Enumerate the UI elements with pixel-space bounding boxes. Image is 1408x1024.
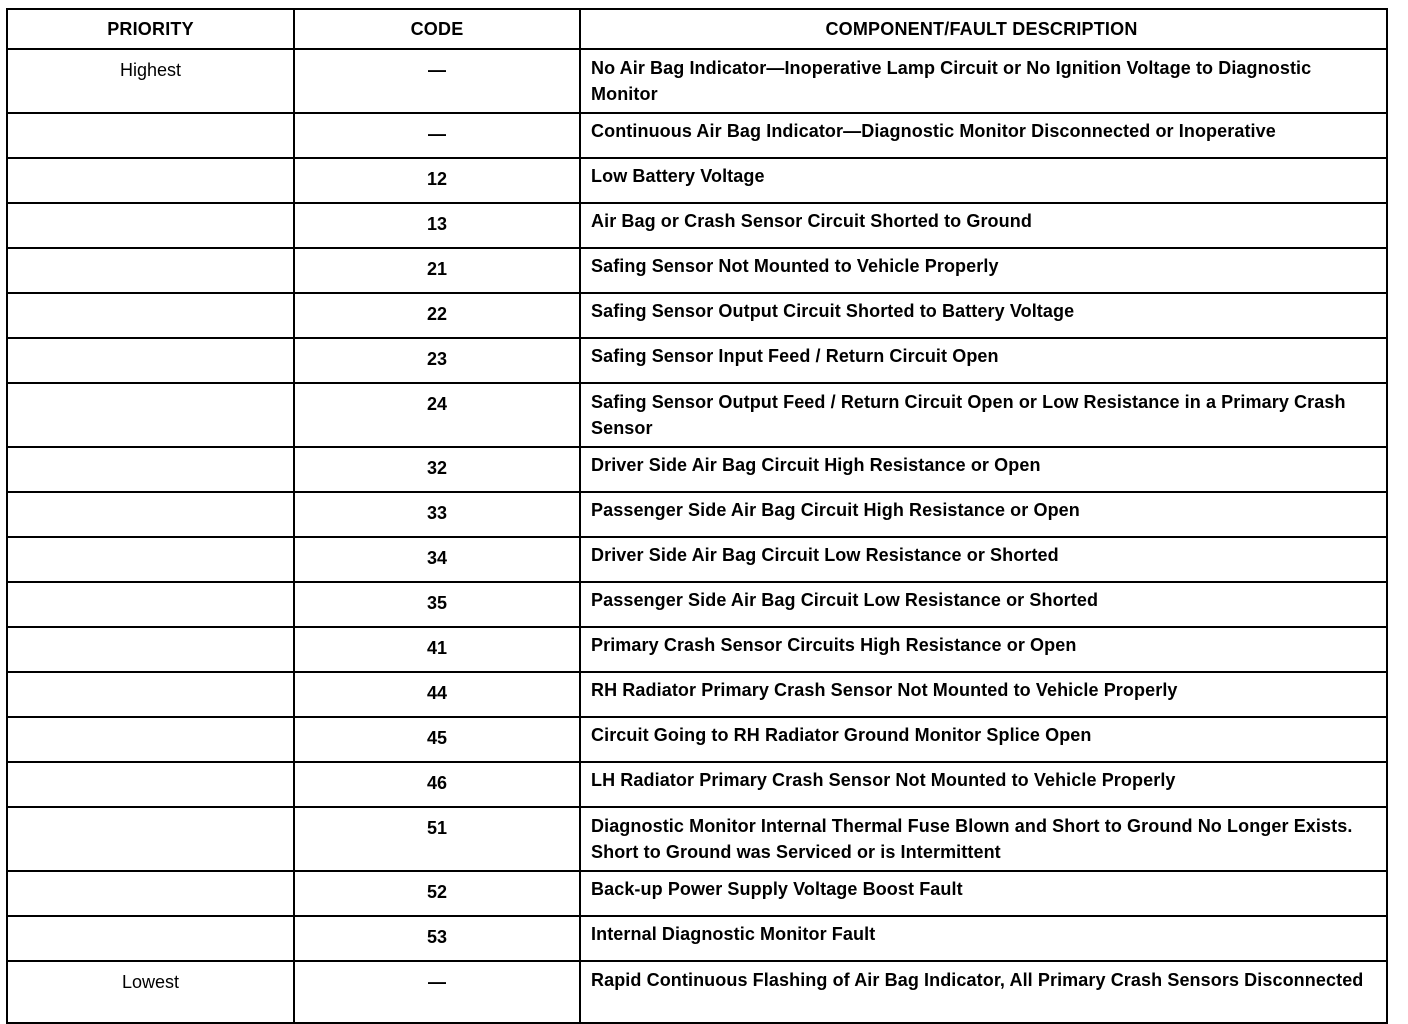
description-cell: Circuit Going to RH Radiator Ground Monitor Splice Open xyxy=(580,717,1387,762)
table-row xyxy=(7,871,1387,916)
fault-code-document xyxy=(6,8,1386,1024)
table-row xyxy=(7,582,1387,627)
description-cell: Passenger Side Air Bag Circuit High Resistance or Open xyxy=(580,492,1387,537)
code-cell: 13 xyxy=(294,203,580,248)
priority-cell xyxy=(7,447,294,492)
priority-column-header: PRIORITY xyxy=(7,9,294,49)
description-cell: RH Radiator Primary Crash Sensor Not Mounted to Vehicle Properly xyxy=(580,672,1387,717)
code-cell: 24 xyxy=(294,383,580,447)
table-row xyxy=(7,113,1387,158)
table-row xyxy=(7,49,1387,113)
description-cell: Back-up Power Supply Voltage Boost Fault xyxy=(580,871,1387,916)
priority-cell xyxy=(7,627,294,672)
priority-cell xyxy=(7,672,294,717)
description-cell: Diagnostic Monitor Internal Thermal Fuse Blown and Short to Ground No Longer Exists. Short to Ground was Serviced or is Intermittent xyxy=(580,807,1387,871)
priority-cell xyxy=(7,293,294,338)
table-row xyxy=(7,961,1387,1023)
code-cell: 46 xyxy=(294,762,580,807)
code-cell: 32 xyxy=(294,447,580,492)
description-cell: Continuous Air Bag Indicator—Diagnostic Monitor Disconnected or Inoperative xyxy=(580,113,1387,158)
priority-cell: Lowest xyxy=(7,961,294,1023)
table-row xyxy=(7,672,1387,717)
table-row xyxy=(7,916,1387,961)
description-cell: Driver Side Air Bag Circuit Low Resistance or Shorted xyxy=(580,537,1387,582)
table-row xyxy=(7,762,1387,807)
code-cell: 23 xyxy=(294,338,580,383)
priority-cell xyxy=(7,871,294,916)
priority-cell xyxy=(7,248,294,293)
description-cell: Driver Side Air Bag Circuit High Resistance or Open xyxy=(580,447,1387,492)
priority-cell xyxy=(7,916,294,961)
code-cell: — xyxy=(294,49,580,113)
priority-cell xyxy=(7,492,294,537)
priority-cell xyxy=(7,807,294,871)
priority-cell xyxy=(7,582,294,627)
fault-code-table xyxy=(6,8,1388,1024)
code-cell: 53 xyxy=(294,916,580,961)
description-cell: Safing Sensor Output Feed / Return Circuit Open or Low Resistance in a Primary Crash Sensor xyxy=(580,383,1387,447)
code-cell: 44 xyxy=(294,672,580,717)
table-row xyxy=(7,293,1387,338)
description-cell: Internal Diagnostic Monitor Fault xyxy=(580,916,1387,961)
table-header-row xyxy=(7,9,1387,49)
code-cell: 45 xyxy=(294,717,580,762)
code-cell: 22 xyxy=(294,293,580,338)
table-row xyxy=(7,537,1387,582)
code-cell: 21 xyxy=(294,248,580,293)
priority-cell xyxy=(7,338,294,383)
priority-cell xyxy=(7,537,294,582)
code-cell: — xyxy=(294,113,580,158)
description-cell: Safing Sensor Input Feed / Return Circuit Open xyxy=(580,338,1387,383)
code-cell: — xyxy=(294,961,580,1023)
description-cell: Low Battery Voltage xyxy=(580,158,1387,203)
table-row xyxy=(7,807,1387,871)
description-cell: LH Radiator Primary Crash Sensor Not Mounted to Vehicle Properly xyxy=(580,762,1387,807)
code-cell: 35 xyxy=(294,582,580,627)
description-column-header: COMPONENT/FAULT DESCRIPTION xyxy=(580,9,1387,49)
description-cell: No Air Bag Indicator—Inoperative Lamp Circuit or No Ignition Voltage to Diagnostic Monitor xyxy=(580,49,1387,113)
description-cell: Safing Sensor Not Mounted to Vehicle Properly xyxy=(580,248,1387,293)
table-row xyxy=(7,248,1387,293)
code-cell: 12 xyxy=(294,158,580,203)
description-cell: Air Bag or Crash Sensor Circuit Shorted to Ground xyxy=(580,203,1387,248)
table-row xyxy=(7,383,1387,447)
description-cell: Rapid Continuous Flashing of Air Bag Indicator, All Primary Crash Sensors Disconnected xyxy=(580,961,1387,1023)
priority-cell xyxy=(7,762,294,807)
table-row xyxy=(7,627,1387,672)
priority-cell xyxy=(7,113,294,158)
table-row xyxy=(7,717,1387,762)
code-cell: 52 xyxy=(294,871,580,916)
code-column-header: CODE xyxy=(294,9,580,49)
code-cell: 41 xyxy=(294,627,580,672)
table-row xyxy=(7,492,1387,537)
description-cell: Passenger Side Air Bag Circuit Low Resistance or Shorted xyxy=(580,582,1387,627)
priority-cell xyxy=(7,203,294,248)
description-cell: Primary Crash Sensor Circuits High Resistance or Open xyxy=(580,627,1387,672)
priority-cell: Highest xyxy=(7,49,294,113)
code-cell: 34 xyxy=(294,537,580,582)
table-row xyxy=(7,447,1387,492)
table-row xyxy=(7,203,1387,248)
priority-cell xyxy=(7,383,294,447)
code-cell: 51 xyxy=(294,807,580,871)
priority-cell xyxy=(7,158,294,203)
priority-cell xyxy=(7,717,294,762)
table-row xyxy=(7,158,1387,203)
table-row xyxy=(7,338,1387,383)
code-cell: 33 xyxy=(294,492,580,537)
description-cell: Safing Sensor Output Circuit Shorted to Battery Voltage xyxy=(580,293,1387,338)
